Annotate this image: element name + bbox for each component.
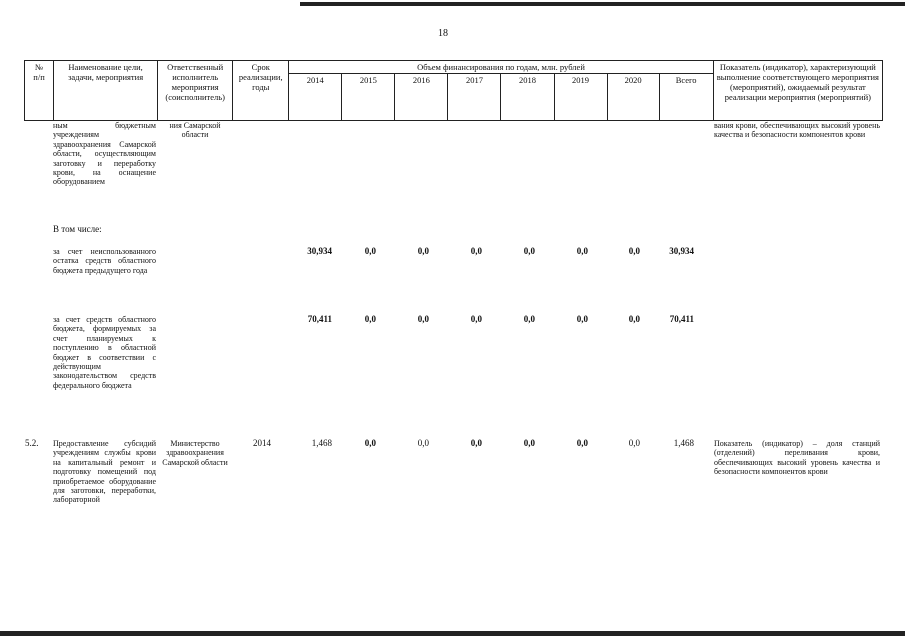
row4-v2015: 0,0 (364, 438, 376, 448)
col-ind-header: Показатель (индикатор), характеризующий выполнение соответствующего мероприятия (мероприятий), ожидаемый результат реализации мероприятия (мероприятий) (713, 61, 882, 121)
row3-v2014: 70,411 (307, 314, 332, 324)
row3-v2016: 0,0 (417, 314, 429, 324)
row1-indicator: вания крови, обеспечивающих высокий уровень качества и безопасности компонентов крови (714, 121, 880, 140)
year-2016-header: 2016 (395, 74, 448, 121)
col-resp-header: Ответственный исполнитель мероприятия (соисполнитель) (158, 61, 233, 121)
year-2020-header: 2020 (607, 74, 659, 121)
row4-v2020: 0,0 (628, 438, 640, 448)
row4-v2014: 1,468 (311, 438, 332, 448)
year-2018-header: 2018 (501, 74, 554, 121)
row3-v2018: 0,0 (523, 314, 535, 324)
row2-v2014: 30,934 (307, 246, 332, 256)
row1-responsible: ния Самарской области (169, 121, 221, 140)
col-fin-header: Объем финансирования по годам, млн. рублей (289, 61, 713, 74)
page-number: 18 (438, 28, 448, 39)
year-2014-header: 2014 (289, 74, 342, 121)
top-rule (300, 2, 905, 6)
col-name-header: Наименование цели, задачи, мероприятия (54, 61, 158, 121)
row4-responsible: Министерство здравоохранения Самарской области (162, 439, 228, 467)
year-2015-header: 2015 (342, 74, 395, 121)
row2-v2016: 0,0 (417, 246, 429, 256)
in-total-label: В том числе: (53, 224, 102, 234)
row2-v2020: 0,0 (628, 246, 640, 256)
row3-total: 70,411 (669, 314, 694, 324)
table-header (24, 60, 883, 121)
row4-v2016: 0,0 (417, 438, 429, 448)
row2-v2017: 0,0 (470, 246, 482, 256)
row1-name: ным бюджетным учреждениям здравоохранения Самарской области, осуществляющим заготовку и переработку крови, на оснащение оборудованием (53, 121, 156, 187)
row4-name: Предоставление субсидий учреждениям службы крови на капитальный ремонт и подготовку помещений под приобретаемое оборудование для заготовки, переработки, лабораторной (53, 439, 156, 505)
row3-v2017: 0,0 (470, 314, 482, 324)
row3-v2019: 0,0 (576, 314, 588, 324)
year-2019-header: 2019 (554, 74, 607, 121)
row4-total: 1,468 (673, 438, 694, 448)
col-no-header: № п/п (25, 61, 54, 121)
row4-v2018: 0,0 (523, 438, 535, 448)
row2-v2018: 0,0 (523, 246, 535, 256)
row4-indicator: Показатель (индикатор) – доля станций (отделений) переливания крови, обеспечивающих высокий уровень качества и безопасности компонентов крови (714, 439, 880, 477)
total-header: Всего (659, 74, 713, 121)
bottom-rule (0, 631, 905, 636)
row2-name: за счет неиспользованного остатка средств областного бюджета предыдущего года (53, 247, 156, 275)
col-term-header: Срок реализации, годы (233, 61, 289, 121)
row3-v2015: 0,0 (364, 314, 376, 324)
row4-v2017: 0,0 (470, 438, 482, 448)
row3-name: за счет средств областного бюджета, формируемых за счет планируемых к поступлению в областной бюджет в соответствии с действующим законодательством средств федерального бюджета (53, 315, 156, 390)
row4-term: 2014 (253, 438, 271, 448)
row4-v2019: 0,0 (576, 438, 588, 448)
year-2017-header: 2017 (448, 74, 501, 121)
row2-v2015: 0,0 (364, 246, 376, 256)
row4-number: 5.2. (25, 438, 39, 448)
row3-v2020: 0,0 (628, 314, 640, 324)
row2-total: 30,934 (669, 246, 694, 256)
row2-v2019: 0,0 (576, 246, 588, 256)
